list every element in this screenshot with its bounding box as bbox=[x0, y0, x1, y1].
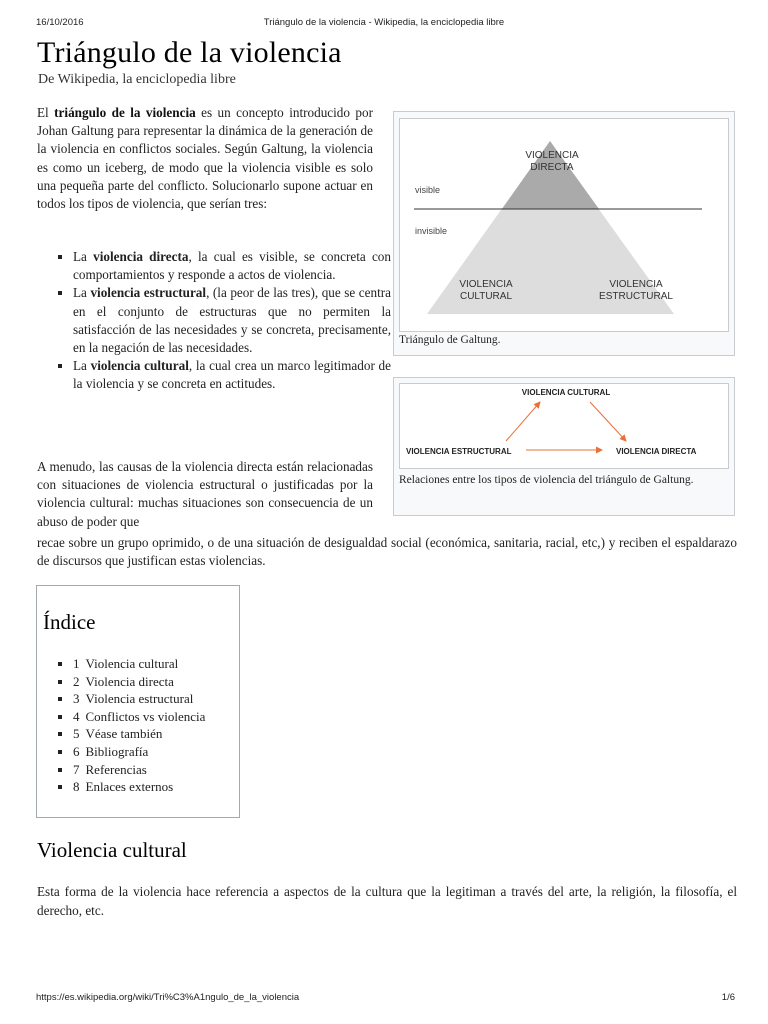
toc-item[interactable] bbox=[73, 778, 205, 796]
figure-caption: Triángulo de Galtung. bbox=[399, 334, 501, 346]
label-direct-1: VIOLENCIA bbox=[525, 150, 579, 161]
list-item bbox=[73, 284, 391, 357]
toc-item[interactable] bbox=[73, 690, 205, 708]
toc-number: 2 bbox=[73, 673, 80, 689]
toc-link[interactable]: Referencias bbox=[85, 761, 147, 777]
paragraph-causes: A menudo, las causas de la violencia directa están relacionadas con situaciones de violencia estructural o justificadas por la violencia cultural: muchas situaciones son consecuencia de un abuso de poder que bbox=[37, 459, 373, 529]
toc-link[interactable]: Violencia cultural bbox=[85, 656, 179, 671]
print-url: https://es.wikipedia.org/wiki/Tri%C3%A1ngulo_de_la_violencia bbox=[36, 992, 300, 1003]
lead-paragraph bbox=[37, 104, 373, 213]
site-subtitle: De Wikipedia, la enciclopedia libre bbox=[38, 72, 236, 87]
link-violencia-cultural[interactable]: violencia cultural bbox=[90, 358, 189, 374]
label-cultural-1: VIOLENCIA bbox=[459, 279, 513, 290]
toc-item[interactable] bbox=[73, 708, 205, 726]
link-violencia-estructural[interactable]: violencia estructural bbox=[90, 285, 207, 301]
toc-item[interactable] bbox=[73, 725, 205, 743]
violence-types-list bbox=[55, 248, 391, 394]
figure-relations-image[interactable] bbox=[399, 383, 729, 469]
label-direct: VIOLENCIA DIRECTA bbox=[616, 447, 697, 456]
print-page-number: 1/6 bbox=[721, 992, 735, 1003]
label-visible: visible bbox=[415, 185, 441, 195]
lead-text-rest: es un concepto introducido por Johan Galtung para representar la dinámica de la generación de la violencia en conflictos sociales. Según Galtung, la violencia es como un iceberg, de modo que la violencia visible es solo una pequeña parte del conflicto. Solucionarlo supone actuar en todos los tipos de violencia, que serían tres: bbox=[37, 105, 373, 212]
toc-link[interactable]: Violencia estructural bbox=[85, 691, 194, 707]
section-heading-violencia-cultural: Violencia cultural bbox=[37, 838, 187, 862]
triangle-diagram bbox=[400, 119, 728, 331]
figure-galtung-triangle bbox=[393, 111, 735, 356]
paragraph-causes-continued: recae sobre un grupo oprimido, o de una situación de desigualdad social (económica, sanitaria, racial, etc,) y reciben el espaldarazo de discursos que justifican estas violencias. bbox=[37, 535, 737, 569]
section-paragraph: Esta forma de la violencia hace referencia a aspectos de la cultura que la legitiman a través del arte, la religión, la filosofía, el derecho, etc. bbox=[37, 884, 737, 918]
toc-item[interactable] bbox=[73, 655, 205, 673]
print-page-title: Triángulo de la violencia - Wikipedia, la enciclopedia libre bbox=[263, 17, 505, 28]
list-item-text: , la cual es visible, se concreta con comportamientos y responde a actos de violencia. bbox=[73, 249, 391, 283]
figure-caption: Relaciones entre los tipos de violencia del triángulo de Galtung. bbox=[399, 474, 694, 486]
toc-title: Índice bbox=[43, 610, 96, 634]
table-of-contents bbox=[36, 585, 240, 818]
label-structural-2: ESTRUCTURAL bbox=[599, 291, 673, 302]
label-direct-2: DIRECTA bbox=[530, 162, 574, 173]
list-item-text: , la cual crea un marco legitimador de la violencia y se concreta en actitudes. bbox=[73, 358, 392, 392]
list-item bbox=[73, 357, 391, 393]
toc-number: 5 bbox=[73, 726, 80, 742]
print-date: 16/10/2016 bbox=[36, 17, 84, 28]
label-cultural: VIOLENCIA CULTURAL bbox=[521, 388, 611, 397]
toc-number: 3 bbox=[73, 691, 80, 707]
relations-diagram bbox=[400, 384, 728, 468]
figure-galtung-image[interactable] bbox=[399, 118, 729, 332]
lead-term: triángulo de la violencia bbox=[54, 105, 196, 120]
list-item-pre: La bbox=[73, 249, 94, 264]
toc-number: 1 bbox=[73, 656, 80, 671]
toc-link[interactable]: Véase también bbox=[85, 726, 163, 742]
toc-number: 4 bbox=[73, 708, 80, 724]
toc-number: 7 bbox=[73, 761, 80, 777]
toc-link[interactable]: Enlaces externos bbox=[85, 779, 174, 795]
toc-item[interactable] bbox=[73, 673, 205, 691]
label-invisible: invisible bbox=[415, 226, 448, 236]
arrow-cultural-to-direct bbox=[590, 402, 626, 441]
toc-item[interactable] bbox=[73, 743, 205, 761]
lead-text-start: El bbox=[37, 105, 55, 120]
label-structural-1: VIOLENCIA bbox=[609, 279, 663, 290]
toc-link[interactable]: Conflictos vs violencia bbox=[85, 708, 206, 724]
label-structural: VIOLENCIA ESTRUCTURAL bbox=[406, 447, 512, 456]
toc-item[interactable] bbox=[73, 761, 205, 779]
page-title: Triángulo de la violencia bbox=[37, 36, 342, 69]
toc-number: 6 bbox=[73, 743, 80, 759]
list-item bbox=[73, 248, 391, 284]
list-item-pre: La bbox=[73, 285, 91, 301]
toc-link[interactable]: Violencia directa bbox=[85, 673, 174, 689]
label-cultural-2: CULTURAL bbox=[459, 291, 513, 302]
figure-violence-relations bbox=[393, 377, 735, 516]
arrow-structural-to-cultural bbox=[506, 402, 540, 441]
list-item-pre: La bbox=[73, 358, 91, 374]
toc-link[interactable]: Bibliografía bbox=[85, 743, 149, 759]
link-violencia-directa[interactable]: violencia directa bbox=[93, 249, 189, 264]
toc-number: 8 bbox=[73, 779, 80, 795]
list-item-text: , (la peor de las tres), que se centra en el conjunto de estructuras que no permiten la satisfacción de las necesidades y se concreta, precisamente, en la negación de las necesidades. bbox=[73, 285, 391, 356]
toc-list bbox=[61, 655, 205, 796]
